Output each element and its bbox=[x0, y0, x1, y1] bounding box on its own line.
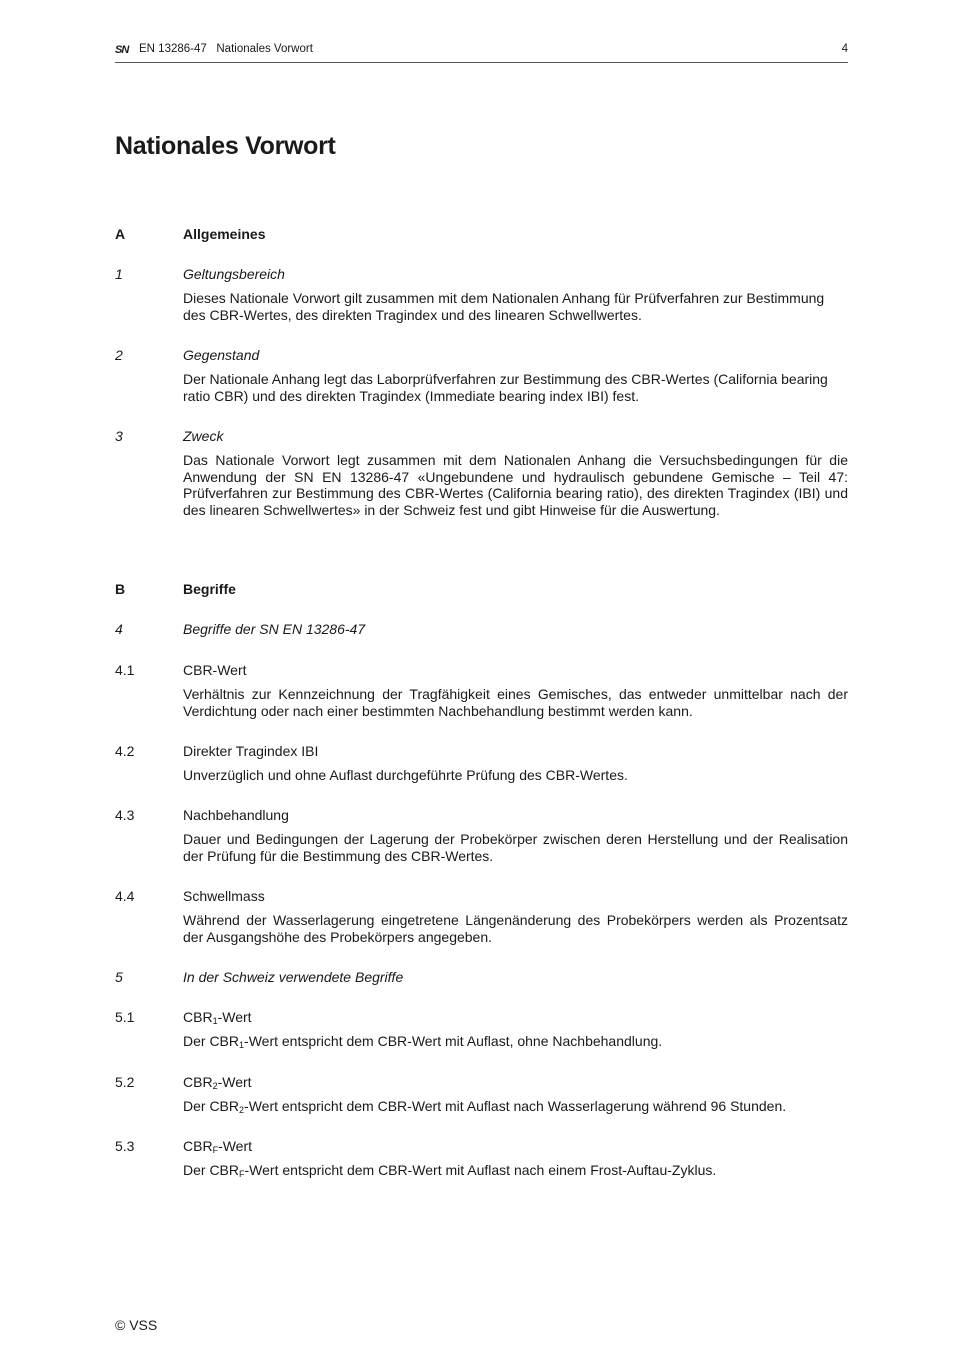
section-a-heading: Allgemeines bbox=[183, 226, 266, 242]
clause-5-2-term: $CBR_2$-Wert bbox=[183, 1074, 252, 1091]
clause-4-number: 4 bbox=[115, 621, 123, 637]
clause-4-3-body: Dauer und Bedingungen der Lagerung der Probekörper zwischen deren Herstellung und der Realisation der Prüfung für die Bestimmung des CBR-Wertes. bbox=[183, 831, 848, 864]
clause-5-2-number: 5.2 bbox=[115, 1074, 135, 1090]
clause-5-3-term: $CBR_F$-Wert bbox=[183, 1138, 253, 1155]
clause-2-number: 2 bbox=[115, 347, 123, 363]
clause-4-3-term: Nachbehandlung bbox=[183, 807, 289, 823]
clause-1-title: Geltungsbereich bbox=[183, 266, 285, 282]
clause-3-title: Zweck bbox=[183, 428, 224, 444]
clause-5-3-number: 5.3 bbox=[115, 1138, 135, 1154]
clause-2-title: Gegenstand bbox=[183, 347, 260, 363]
clause-4-1-term: CBR-Wert bbox=[183, 662, 247, 678]
copyright-footer: © VSS bbox=[115, 1317, 158, 1333]
clause-4-2-term: Direkter Tragindex IBI bbox=[183, 743, 319, 759]
clause-1-number: 1 bbox=[115, 266, 123, 282]
page-number: 4 bbox=[841, 43, 848, 55]
clause-2-body: Der Nationale Anhang legt das Laborprüfverfahren zur Bestimmung des CBR-Wertes (California bearing ratio CBR) und des direkten Tragindex (Immediate bearing index IBI) fest. bbox=[183, 371, 828, 404]
clause-4-1-body: Verhältnis zur Kennzeichnung der Tragfähigkeit eines Gemisches, das entweder unmittelbar nach der Verdichtung oder nach einer bestimmten Nachbehandlung bestimmt werden kann. bbox=[183, 686, 848, 719]
clause-4-3-number: 4.3 bbox=[115, 807, 135, 823]
clause-5-number: 5 bbox=[115, 969, 123, 985]
clause-5-1-body: Der $CBR_1$-Wert entspricht dem CBR-Wert mit Auflast, ohne Nachbehandlung. bbox=[183, 1033, 663, 1050]
header-text bbox=[139, 43, 313, 55]
section-a-letter: A bbox=[115, 226, 126, 242]
clause-5-2-body: Der $CBR_2$-Wert entspricht dem CBR-Wert mit Auflast nach Wasserlagerung während 96 Stunden. bbox=[183, 1098, 787, 1115]
clause-1-body: Dieses Nationale Vorwort gilt zusammen mit dem Nationalen Anhang für Prüfverfahren zur Bestimmung des CBR-Wertes, des direkten Tragindex und des linearen Schwellwertes. bbox=[183, 290, 825, 323]
section-b-heading: Begriffe bbox=[183, 581, 236, 597]
clause-4-2-number: 4.2 bbox=[115, 743, 135, 759]
page-header bbox=[115, 43, 848, 63]
section-b-letter: B bbox=[115, 581, 126, 597]
clause-4-4-body: Während der Wasserlagerung eingetretene Längenänderung des Probekörpers werden als Prozentsatz der Ausgangshöhe des Probekörpers angegeben. bbox=[183, 912, 848, 945]
clause-5-3-body: Der $CBR_F$-Wert entspricht dem CBR-Wert mit Auflast nach einem Frost-Auftau-Zyklus. bbox=[183, 1162, 717, 1179]
sn-logo: SN bbox=[115, 44, 129, 56]
clause-4-4-term: Schwellmass bbox=[183, 888, 265, 904]
page-title: Nationales Vorwort bbox=[115, 132, 336, 160]
clause-4-1-number: 4.1 bbox=[115, 662, 135, 678]
clause-3-number: 3 bbox=[115, 428, 123, 444]
clause-3-body: Das Nationale Vorwort legt zusammen mit dem Nationalen Anhang die Versuchsbedingungen für die Anwendung der SN EN 13286-47 «Ungebundene und hydraulisch gebundene Gemische – Teil 47: Prüfverfahren zur Bestimmung des CBR-Wertes (California bearing ratio), des direkten Tragindex (IBI) und des linearen Schwellwertes» in der Schweiz fest und gibt Hinweise für die Auswertung. bbox=[183, 452, 848, 518]
clause-5-title: In der Schweiz verwendete Begriffe bbox=[183, 969, 404, 985]
clause-4-title: Begriffe der SN EN 13286-47 bbox=[183, 621, 366, 637]
clause-4-2-body: Unverzüglich und ohne Auflast durchgeführte Prüfung des CBR-Wertes. bbox=[183, 767, 628, 783]
header-section: Nationales Vorwort bbox=[216, 43, 313, 55]
clause-5-1-term: $CBR_1$-Wert bbox=[183, 1009, 252, 1026]
clause-5-1-number: 5.1 bbox=[115, 1009, 135, 1025]
header-document: EN 13286-47 bbox=[139, 43, 207, 55]
clause-4-4-number: 4.4 bbox=[115, 888, 135, 904]
